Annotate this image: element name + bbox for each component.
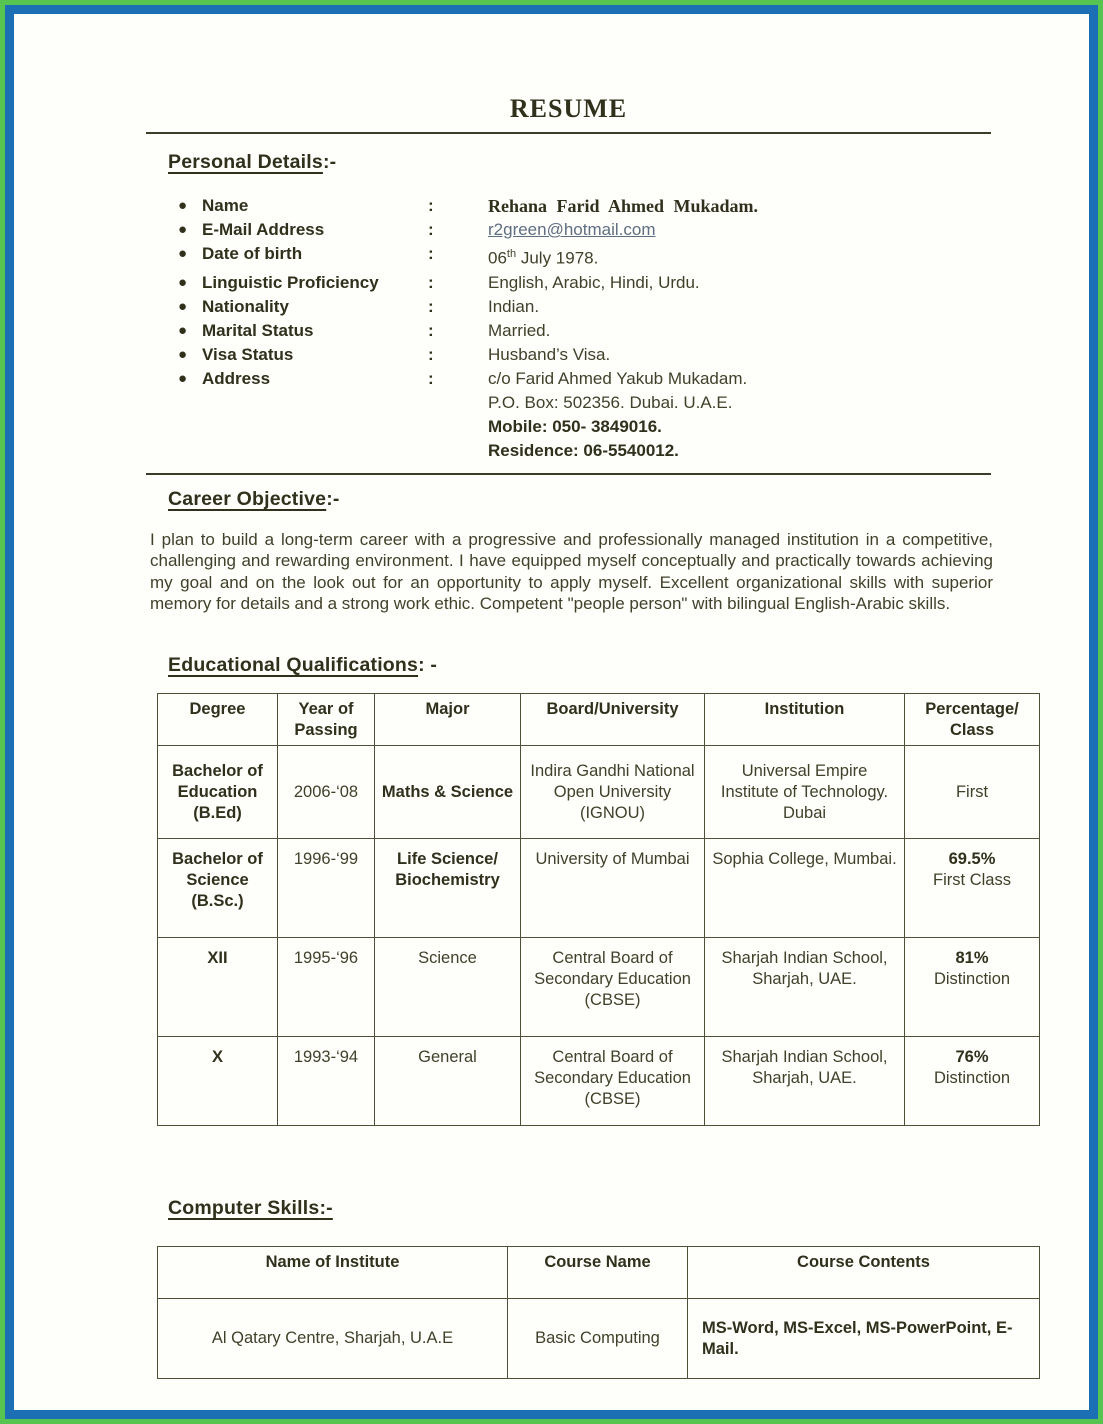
class-value: Distinction [933, 970, 1011, 989]
table-row [158, 746, 1040, 839]
page-title: RESUME [509, 94, 628, 123]
institution-cell: Sophia College, Mumbai. [705, 839, 905, 938]
percentage-cell [905, 839, 1040, 938]
detail-value: Married. [488, 320, 551, 340]
column-header-major: Major [375, 694, 521, 746]
computer-skills-heading [168, 1196, 1039, 1220]
degree-cell: Bachelor of Science (B.Sc.) [158, 839, 278, 938]
table-header-row [158, 1247, 1040, 1299]
list-item [178, 242, 1039, 271]
detail-colon: : [428, 244, 434, 263]
heading-label: Computer Skills [168, 1197, 320, 1220]
educational-qualifications-heading [168, 653, 1039, 677]
detail-value: Husband’s Visa. [488, 344, 611, 364]
dob-day: 06 [488, 248, 507, 268]
list-item [178, 295, 1039, 319]
detail-value: English, Arabic, Hindi, Urdu. [488, 272, 700, 292]
email-link[interactable]: r2green@hotmail.com [488, 220, 656, 239]
table-row [158, 938, 1040, 1037]
detail-label: Date of birth [202, 244, 303, 263]
bullet-icon: ● [178, 369, 188, 387]
email-value [488, 218, 1039, 242]
major-cell: Life Science/ Biochemistry [375, 839, 521, 938]
career-objective-paragraph: I plan to build a long-term career with a progressive and professionally managed institution in a competitive, challenging and rewarding environment. I have equipped myself conceptually and practically towards achieving my goal and on the look out for an opportunity to apply myself. Excellent organizational skills with superior memory for details and a strong work ethic. Competent "people person" with bilingual English-Arabic skills. [150, 529, 993, 614]
degree-cell: Bachelor of Education (B.Ed) [158, 746, 278, 839]
table-header-row [158, 694, 1040, 746]
board-cell: Central Board of Secondary Education (CBSE) [521, 938, 705, 1037]
name-value: Rehana Farid Ahmed Mukadam. [488, 196, 759, 216]
column-header-board: Board/University [521, 694, 705, 746]
section-divider [146, 473, 991, 475]
address-residence: Residence: 06-5540012. [488, 440, 679, 460]
table-row [158, 1299, 1040, 1379]
bullet-icon: ● [178, 197, 188, 214]
detail-colon: : [428, 272, 434, 292]
heading-suffix: :- [322, 151, 337, 173]
address-line-1: c/o Farid Ahmed Yakub Mukadam. [488, 368, 748, 388]
detail-label: E-Mail Address [202, 220, 325, 239]
heading-text: Personal Details [168, 151, 323, 173]
bullet-icon: ● [178, 321, 188, 339]
detail-colon: : [428, 196, 434, 215]
percentage-value: 81% [955, 949, 989, 968]
detail-colon: : [428, 344, 434, 364]
detail-label: Linguistic Proficiency [202, 272, 379, 292]
course-cell: Basic Computing [508, 1299, 688, 1379]
list-item [178, 218, 1039, 242]
board-cell: University of Mumbai [521, 839, 705, 938]
bullet-icon: ● [178, 273, 188, 291]
heading-suffix: : - [418, 654, 438, 677]
year-cell: 1996-‘99 [278, 839, 375, 938]
detail-value: Indian. [488, 296, 540, 316]
table-row [158, 1037, 1040, 1126]
education-table [157, 693, 1040, 1126]
detail-colon: : [428, 296, 434, 316]
detail-label: Address [202, 368, 271, 388]
list-item [178, 271, 1039, 295]
board-cell: Indira Gandhi National Open University (IGNOU) [521, 746, 705, 839]
column-header-course: Course Name [508, 1247, 688, 1299]
major-cell: Science [375, 938, 521, 1037]
heading-suffix: :- [319, 1197, 333, 1220]
major-cell: Maths & Science [375, 746, 521, 839]
address-mobile: Mobile: 050- 3849016. [488, 416, 662, 436]
career-objective-heading [168, 487, 1039, 511]
heading-text: Educational Qualifications [168, 654, 419, 677]
year-cell: 2006-‘08 [278, 746, 375, 839]
class-value: First Class [933, 871, 1011, 890]
column-header-percentage: Percentage/ Class [905, 694, 1040, 746]
bullet-icon: ● [178, 297, 188, 315]
bullet-icon: ● [178, 221, 188, 238]
detail-label: Name [202, 196, 249, 215]
column-header-institute: Name of Institute [158, 1247, 508, 1299]
institution-cell: Universal Empire Institute of Technology. Dubai [705, 746, 905, 839]
detail-colon: : [428, 320, 434, 340]
table-row [158, 839, 1040, 938]
address-line-2: P.O. Box: 502356. Dubai. U.A.E. [488, 392, 733, 412]
list-item [178, 194, 1039, 218]
year-cell: 1995-‘96 [278, 938, 375, 1037]
column-header-institution: Institution [705, 694, 905, 746]
institute-cell: Al Qatary Centre, Sharjah, U.A.E [158, 1299, 508, 1379]
percentage-value: 69.5% [948, 850, 996, 869]
detail-colon: : [428, 220, 434, 239]
detail-label: Marital Status [202, 320, 314, 340]
percentage-value: 76% [955, 1048, 989, 1067]
personal-details-list [144, 194, 1039, 463]
detail-colon: : [428, 368, 434, 388]
percentage-cell [905, 746, 1040, 839]
degree-cell: XII [158, 938, 278, 1037]
percentage-cell [905, 1037, 1040, 1126]
class-value: Distinction [933, 1069, 1011, 1088]
personal-details-heading [168, 150, 1039, 174]
address-value [488, 367, 1039, 463]
board-cell: Central Board of Secondary Education (CBSE) [521, 1037, 705, 1126]
list-item [178, 367, 1039, 463]
column-header-degree: Degree [158, 694, 278, 746]
dob-value [488, 242, 1039, 271]
list-item [178, 343, 1039, 367]
institution-cell: Sharjah Indian School, Sharjah, UAE. [705, 1037, 905, 1126]
heading-suffix: :- [326, 487, 340, 510]
page-border-inner [5, 5, 1098, 1419]
major-cell: General [375, 1037, 521, 1126]
detail-label: Nationality [202, 296, 289, 316]
class-value: First [955, 782, 989, 801]
column-header-contents: Course Contents [688, 1247, 1040, 1299]
detail-label: Visa Status [202, 344, 294, 364]
bullet-icon: ● [178, 245, 188, 262]
heading-text [168, 1197, 333, 1219]
bullet-icon: ● [178, 345, 188, 363]
title-divider [146, 132, 991, 134]
percentage-cell [905, 938, 1040, 1037]
heading-text: Career Objective [168, 487, 327, 510]
degree-cell: X [158, 1037, 278, 1126]
resume-page [14, 14, 1089, 1410]
column-header-year: Year of Passing [278, 694, 375, 746]
institution-cell: Sharjah Indian School, Sharjah, UAE. [705, 938, 905, 1037]
computer-skills-table [157, 1246, 1040, 1379]
dob-ordinal: th [506, 248, 517, 260]
dob-rest: July 1978. [516, 248, 599, 268]
contents-cell: MS-Word, MS-Excel, MS-PowerPoint, E-Mail. [688, 1299, 1040, 1379]
list-item [178, 319, 1039, 343]
year-cell: 1993-‘94 [278, 1037, 375, 1126]
